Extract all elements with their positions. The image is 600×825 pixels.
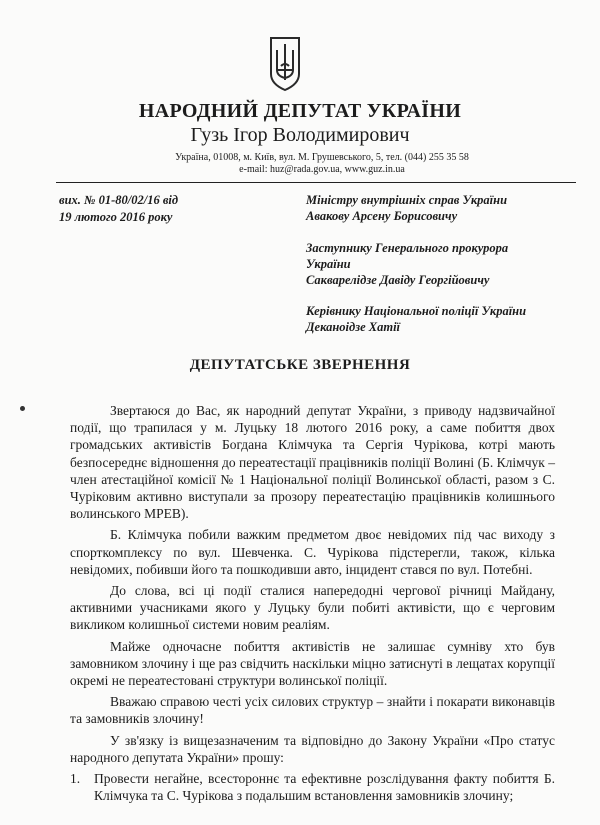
reference-date: 19 лютого 2016 року bbox=[59, 210, 173, 224]
header-contacts bbox=[72, 152, 572, 176]
recipient-position: Міністру внутрішніх справ України bbox=[306, 193, 508, 207]
paragraph: У зв'язку із вищезазначеним та відповідно до Закону України «Про статус народного депутата України» прошу: bbox=[70, 732, 555, 765]
recipient-position: Керівнику Національної поліції України bbox=[306, 304, 527, 318]
trident-emblem-icon bbox=[268, 36, 302, 92]
outgoing-reference bbox=[59, 192, 178, 226]
paragraph: Майже одночасне побиття активістів не залишає сумніву хто був замовником злочину і ще раз свідчить наскільки міцно затиснуті в лещатах корупції окремі не переатестовані структури волинської поліції. bbox=[70, 638, 555, 689]
recipient-name: Деканоідзе Хатії bbox=[306, 320, 401, 334]
paragraph: Звертаюся до Вас, як народний депутат України, з приводу надзвичайної події, що трапилася у м. Луцьку 18 лютого 2016 року, а саме побиття двох громадських активістів Богдана Клімчука та Сергія Чурікова, котрі мають безпосереднє відношення до переатестації працівників поліції Волині (Б. Клімчук – член атестаційної комісії № 1 Національної поліції Волинської області, разом з С. Чуріковим активно виступали за прозору переатестацію працівників колишнього волинського МРЕВ). bbox=[70, 403, 555, 522]
deputy-name: Гузь Ігор Володимирович bbox=[190, 124, 410, 146]
recipient-minister bbox=[306, 192, 507, 224]
header-title: НАРОДНИЙ ДЕПУТАТ УКРАЇНИ bbox=[138, 100, 462, 122]
reference-number: вих. № 01-80/02/16 від bbox=[59, 193, 179, 207]
document-title: ДЕПУТАТСЬКЕ ЗВЕРНЕННЯ bbox=[189, 357, 411, 373]
list-text: Провести негайне, всестороннє та ефективне розслідування факту побиття Б. Клімчука та С. Чурікова з подальшим встановлення замовників злочину; bbox=[94, 771, 555, 804]
margin-mark bbox=[20, 406, 25, 411]
recipient-position: Заступнику Генерального прокурора bbox=[306, 241, 509, 255]
request-list-item bbox=[70, 770, 555, 804]
list-number: 1. bbox=[70, 771, 81, 787]
recipient-police-head bbox=[306, 303, 526, 335]
paragraph: До слова, всі ці події сталися напередодні чергової річниці Майдану, активними учасниками якого у Луцьку були побиті активісти, що є черговим викликом колишньої системи новим реаліям. bbox=[70, 583, 555, 633]
header-divider bbox=[56, 182, 576, 183]
recipient-prosecutor bbox=[306, 240, 508, 288]
paragraph: Вважаю справою честі усіх силових структур – знайти і покарати виконавців та замовників злочину! bbox=[70, 694, 555, 727]
recipient-position-cont: України bbox=[306, 257, 351, 271]
address-line: Україна, 01008, м. Київ, вул. М. Грушевського, 5, тел. (044) 255 35 58 bbox=[175, 152, 469, 163]
appeal-body bbox=[70, 402, 555, 804]
recipient-name: Сакварелідзе Давіду Георгійовичу bbox=[306, 273, 490, 287]
recipient-name: Авакову Арсену Борисовичу bbox=[306, 209, 458, 223]
paragraph: Б. Клімчука побили важким предметом двоє невідомих під час виходу з спорткомплексу по вул. Шевченка. С. Чурікова підстерегли, також, кілька невідомих, побивши його та пошкодивши авто, інцидент стався по вул. Потебні. bbox=[70, 527, 555, 577]
email-line: e-mail: huz@rada.gov.ua, www.guz.in.ua bbox=[239, 164, 405, 175]
